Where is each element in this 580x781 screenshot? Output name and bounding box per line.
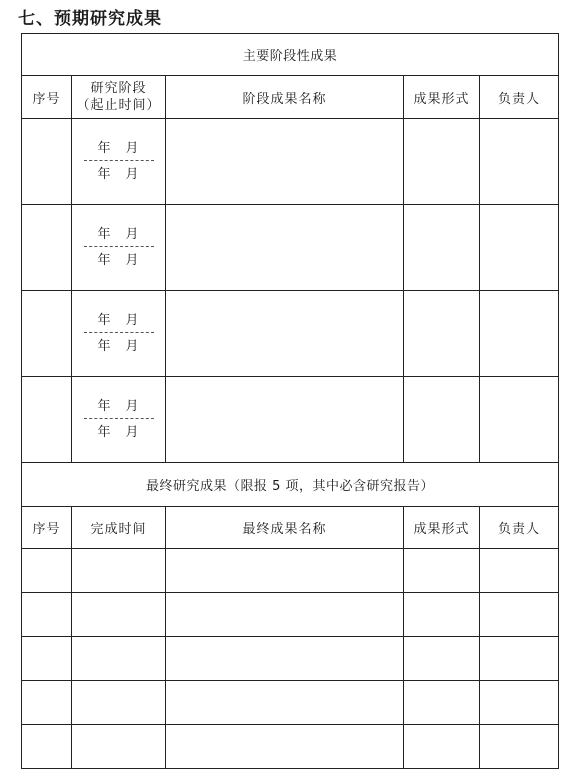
date-year-label: 年 bbox=[97, 398, 112, 414]
stage-header-period bbox=[72, 76, 166, 119]
stage-header-period-line2: （起止时间） bbox=[76, 98, 161, 113]
date-year-label: 年 bbox=[97, 226, 112, 242]
stage-no-cell[interactable] bbox=[22, 205, 72, 291]
final-form-cell[interactable] bbox=[404, 725, 480, 769]
stage-period-cell[interactable] bbox=[72, 205, 166, 291]
final-form-cell[interactable] bbox=[404, 593, 480, 637]
stage-results-title: 主要阶段性成果 bbox=[22, 34, 559, 76]
stage-name-cell[interactable] bbox=[166, 291, 404, 377]
stage-name-cell[interactable] bbox=[166, 377, 404, 463]
section-heading: 七、预期研究成果 bbox=[18, 9, 162, 29]
stage-owner-cell[interactable] bbox=[480, 119, 559, 205]
final-header-form: 成果形式 bbox=[404, 507, 480, 549]
date-month-label: 月 bbox=[125, 252, 140, 268]
date-year-label: 年 bbox=[97, 424, 112, 440]
stage-header-owner: 负责人 bbox=[480, 76, 559, 119]
final-header-owner: 负责人 bbox=[480, 507, 559, 549]
date-year-label: 年 bbox=[97, 166, 112, 182]
final-header-name: 最终成果名称 bbox=[166, 507, 404, 549]
stage-row bbox=[22, 205, 559, 291]
stage-no-cell[interactable] bbox=[22, 377, 72, 463]
final-header-time: 完成时间 bbox=[72, 507, 166, 549]
final-form-cell[interactable] bbox=[404, 549, 480, 593]
final-no-cell[interactable] bbox=[22, 725, 72, 769]
stage-header-period-line1: 研究阶段 bbox=[90, 81, 147, 96]
final-time-cell[interactable] bbox=[72, 637, 166, 681]
final-name-cell[interactable] bbox=[166, 549, 404, 593]
stage-name-cell[interactable] bbox=[166, 205, 404, 291]
final-time-cell[interactable] bbox=[72, 725, 166, 769]
stage-owner-cell[interactable] bbox=[480, 291, 559, 377]
stage-header-form: 成果形式 bbox=[404, 76, 480, 119]
final-owner-cell[interactable] bbox=[480, 593, 559, 637]
final-no-cell[interactable] bbox=[22, 637, 72, 681]
final-owner-cell[interactable] bbox=[480, 549, 559, 593]
final-row bbox=[22, 725, 559, 769]
stage-period-cell[interactable] bbox=[72, 291, 166, 377]
stage-form-cell[interactable] bbox=[404, 377, 480, 463]
final-form-cell[interactable] bbox=[404, 637, 480, 681]
final-row bbox=[22, 549, 559, 593]
final-form-cell[interactable] bbox=[404, 681, 480, 725]
stage-no-cell[interactable] bbox=[22, 291, 72, 377]
date-month-label: 月 bbox=[125, 424, 140, 440]
stage-no-cell[interactable] bbox=[22, 119, 72, 205]
date-month-label: 月 bbox=[125, 226, 140, 242]
stage-form-cell[interactable] bbox=[404, 291, 480, 377]
stage-name-cell[interactable] bbox=[166, 119, 404, 205]
final-results-title: 最终研究成果（限报 5 项，其中必含研究报告） bbox=[22, 463, 559, 507]
date-year-label: 年 bbox=[97, 338, 112, 354]
final-no-cell[interactable] bbox=[22, 681, 72, 725]
final-time-cell[interactable] bbox=[72, 681, 166, 725]
stage-row bbox=[22, 291, 559, 377]
final-time-cell[interactable] bbox=[72, 549, 166, 593]
date-year-label: 年 bbox=[97, 312, 112, 328]
date-separator bbox=[84, 418, 154, 419]
final-no-cell[interactable] bbox=[22, 593, 72, 637]
final-row bbox=[22, 681, 559, 725]
final-header-no: 序号 bbox=[22, 507, 72, 549]
final-owner-cell[interactable] bbox=[480, 637, 559, 681]
stage-header-name: 阶段成果名称 bbox=[166, 76, 404, 119]
date-month-label: 月 bbox=[125, 338, 140, 354]
final-name-cell[interactable] bbox=[166, 681, 404, 725]
final-owner-cell[interactable] bbox=[480, 725, 559, 769]
date-month-label: 月 bbox=[125, 398, 140, 414]
stage-owner-cell[interactable] bbox=[480, 205, 559, 291]
date-year-label: 年 bbox=[97, 140, 112, 156]
final-time-cell[interactable] bbox=[72, 593, 166, 637]
stage-owner-cell[interactable] bbox=[480, 377, 559, 463]
stage-header-no: 序号 bbox=[22, 76, 72, 119]
stage-form-cell[interactable] bbox=[404, 205, 480, 291]
stage-row bbox=[22, 119, 559, 205]
date-separator bbox=[84, 332, 154, 333]
final-row bbox=[22, 637, 559, 681]
date-month-label: 月 bbox=[125, 140, 140, 156]
expected-results-table bbox=[21, 33, 559, 769]
final-name-cell[interactable] bbox=[166, 593, 404, 637]
date-month-label: 月 bbox=[125, 312, 140, 328]
final-row bbox=[22, 593, 559, 637]
final-no-cell[interactable] bbox=[22, 549, 72, 593]
date-separator bbox=[84, 246, 154, 247]
final-name-cell[interactable] bbox=[166, 725, 404, 769]
date-year-label: 年 bbox=[97, 252, 112, 268]
stage-row bbox=[22, 377, 559, 463]
date-month-label: 月 bbox=[125, 166, 140, 182]
stage-period-cell[interactable] bbox=[72, 119, 166, 205]
final-owner-cell[interactable] bbox=[480, 681, 559, 725]
stage-period-cell[interactable] bbox=[72, 377, 166, 463]
stage-form-cell[interactable] bbox=[404, 119, 480, 205]
date-separator bbox=[84, 160, 154, 161]
final-name-cell[interactable] bbox=[166, 637, 404, 681]
